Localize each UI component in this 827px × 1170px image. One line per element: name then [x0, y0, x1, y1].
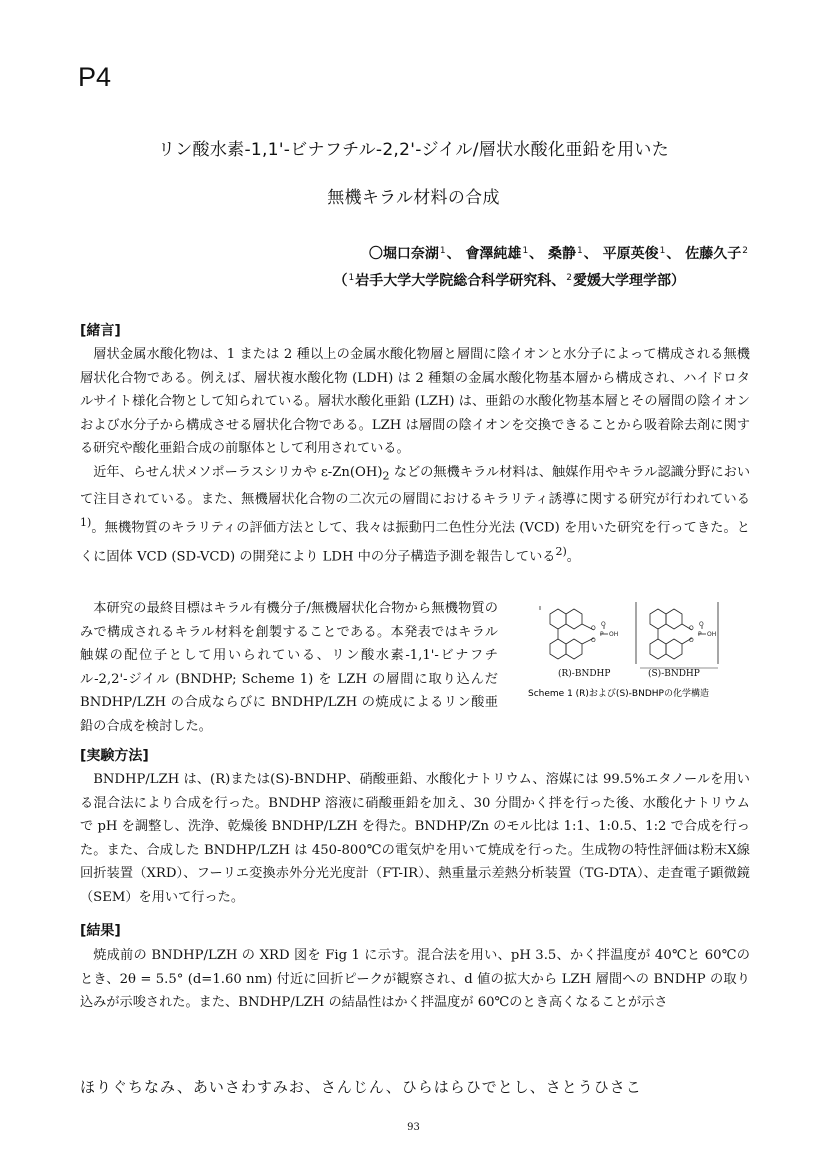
atom-o-label: O — [689, 637, 694, 644]
atom-o-label: O — [591, 637, 596, 644]
intro-body — [80, 343, 750, 569]
affil-mark: 1 — [659, 246, 666, 256]
affil-mark: 1 — [522, 246, 529, 256]
scheme-label-r: (R)-BNDHP — [558, 669, 611, 679]
affiliation-1: 岩手大学大学院総合科学研究科 — [355, 273, 552, 289]
author-reading: ほりぐちなみ、あいさわすみお、さんじん、ひらはらひでとし、さとうひさこ — [80, 1078, 642, 1096]
title-line-1: リン酸水素-1,1'-ビナフチル-2,2'-ジイル/層状水酸化亜鉛を用いた — [157, 140, 670, 160]
intro-paragraph-3: 本研究の最終目標はキラル有機分子/無機層状化合物から無機物質のみで構成されるキラル材料を創製することである。本発表ではキラル触媒の配位子として用いられている、リン酸水素-1,1'-ビナフチル-2,2'-ジイル (BNDHP; Scheme 1) を LZH の層間に取り込んだ BNDHP/LZH の合成ならびに BNDHP/LZH の焼成によるリン酸亜鉛の合成を検討した。 — [80, 601, 498, 734]
scheme-caption: Scheme 1 (R)および(S)-BNDHPの化学構造 — [528, 689, 709, 699]
scheme-bndhp-structures — [528, 602, 740, 700]
atom-o-label: O — [699, 621, 704, 628]
affil-mark: 1 — [577, 246, 583, 256]
affiliations: （$^1$岩手大学大学院総合科学研究科、$^2$愛媛大学理学部） — [333, 273, 685, 289]
atom-oh-label: OH — [707, 631, 717, 638]
author-3: 桑静 — [548, 246, 577, 262]
intro-paragraph-1: 層状金属水酸化物は、1 または 2 種以上の金属水酸化物層と層間に陰イオンと水分子によって構成される無機層状化合物である。例えば、層状複水酸化物 (LDH) は 2 種類の金属水酸化物基本層から構成され、ハイドロタルサイト様化合物として知られている。層状水酸化亜鉛 (LZH) は、亜鉛の水酸化物基本層とその層間の陰イオンおよび水分子から構成させる層状化合物である。LZH は層間の陰イオンを交換できることから吸着除去剤に関する研究や酸化亜鉛合成の前駆体として利用されている。 — [80, 347, 750, 456]
atom-o-label: O — [591, 625, 596, 632]
affiliation-2: 愛媛大学理学部 — [573, 273, 671, 289]
method-body — [80, 768, 750, 909]
author-5: 佐藤久子 — [685, 246, 742, 262]
title-line-2: 無機キラル材料の合成 — [327, 188, 500, 208]
page-number: 93 — [407, 1122, 420, 1133]
atom-p-label: P — [600, 631, 604, 638]
atom-p-label: P — [698, 631, 702, 638]
atom-o-label: O — [689, 625, 694, 632]
atom-o-label: O — [601, 621, 606, 628]
affil-mark: 2 — [742, 246, 748, 256]
results-body — [80, 944, 750, 1015]
section-heading-results: [結果] — [80, 923, 121, 939]
affil-mark: 1 — [439, 246, 446, 256]
author-1: 〇堀口奈湖 — [368, 246, 439, 262]
intro-paragraph-2: 近年、らせん状メソポーラスシリカや $\varepsilon-Zn(OH)_2$ などの無機キラル材料は、触媒作用やキラル認識分野において注目されている。また、無機層状化合物の二次元の層間におけるキラリティ誘導に関する研究が行われている$^{1)}$。無機物質のキラリティの評価方法として、我々は振動円二色性分光法 (VCD) を用いた研究を行ってきた。とくに固体 VCD (SD-VCD) の開発により LDH 中の分子構造予測を報告している$^{2)}$。 — [80, 464, 751, 565]
results-paragraph-1: 焼成前の BNDHP/LZH の XRD 図を Fig 1 に示す。混合法を用い、pH 3.5、かく拌温度が 40℃と 60℃のとき、2θ = 5.5° (d=1.60 nm) 付近に回折ピークが観察され、d 値の拡大から LZH 層間への BNDHP の取り込みが示唆された。また、BNDHP/LZH の結晶性はかく拌温度が 60℃のとき高くなることが示さ — [80, 948, 750, 1010]
author-list: 〇堀口奈湖$^1$、 會澤純雄$^1$、 桑静$^1$、 平原英俊$^1$、 佐藤久子$^2$ — [368, 246, 748, 262]
atom-oh-label: OH — [609, 631, 619, 638]
program-number: P4 — [78, 62, 112, 92]
section-heading-method: [実験方法] — [80, 748, 149, 764]
section-heading-intro: [緒言] — [80, 323, 121, 339]
author-4: 平原英俊 — [602, 246, 659, 262]
author-2: 會澤純雄 — [465, 246, 522, 262]
scheme-label-s: (S)-BNDHP — [648, 669, 700, 679]
method-paragraph-1: BNDHP/LZH は、(R)または(S)-BNDHP、硝酸亜鉛、水酸化ナトリウム、溶媒には 99.5%エタノールを用いる混合法により合成を行った。BNDHP 溶液に硝酸亜鉛を加え、30 分間かく拌を行った後、水酸化ナトリウムで pH を調整し、洗浄、乾燥後 BNDHP/LZH を得た。BNDHP/Zn のモル比は 1:1、1:0.5、1:2 で合成を行った。また、合成した BNDHP/LZH は 450-800℃の電気炉を用いて焼成を行った。生成物の特性評価は粉末X線回折装置（XRD）、フーリエ変換赤外分光光度計（FT-IR）、熱重量示差熱分析装置（TG-DTA）、走査電子顕微鏡（SEM）を用いて行った。 — [80, 772, 750, 905]
